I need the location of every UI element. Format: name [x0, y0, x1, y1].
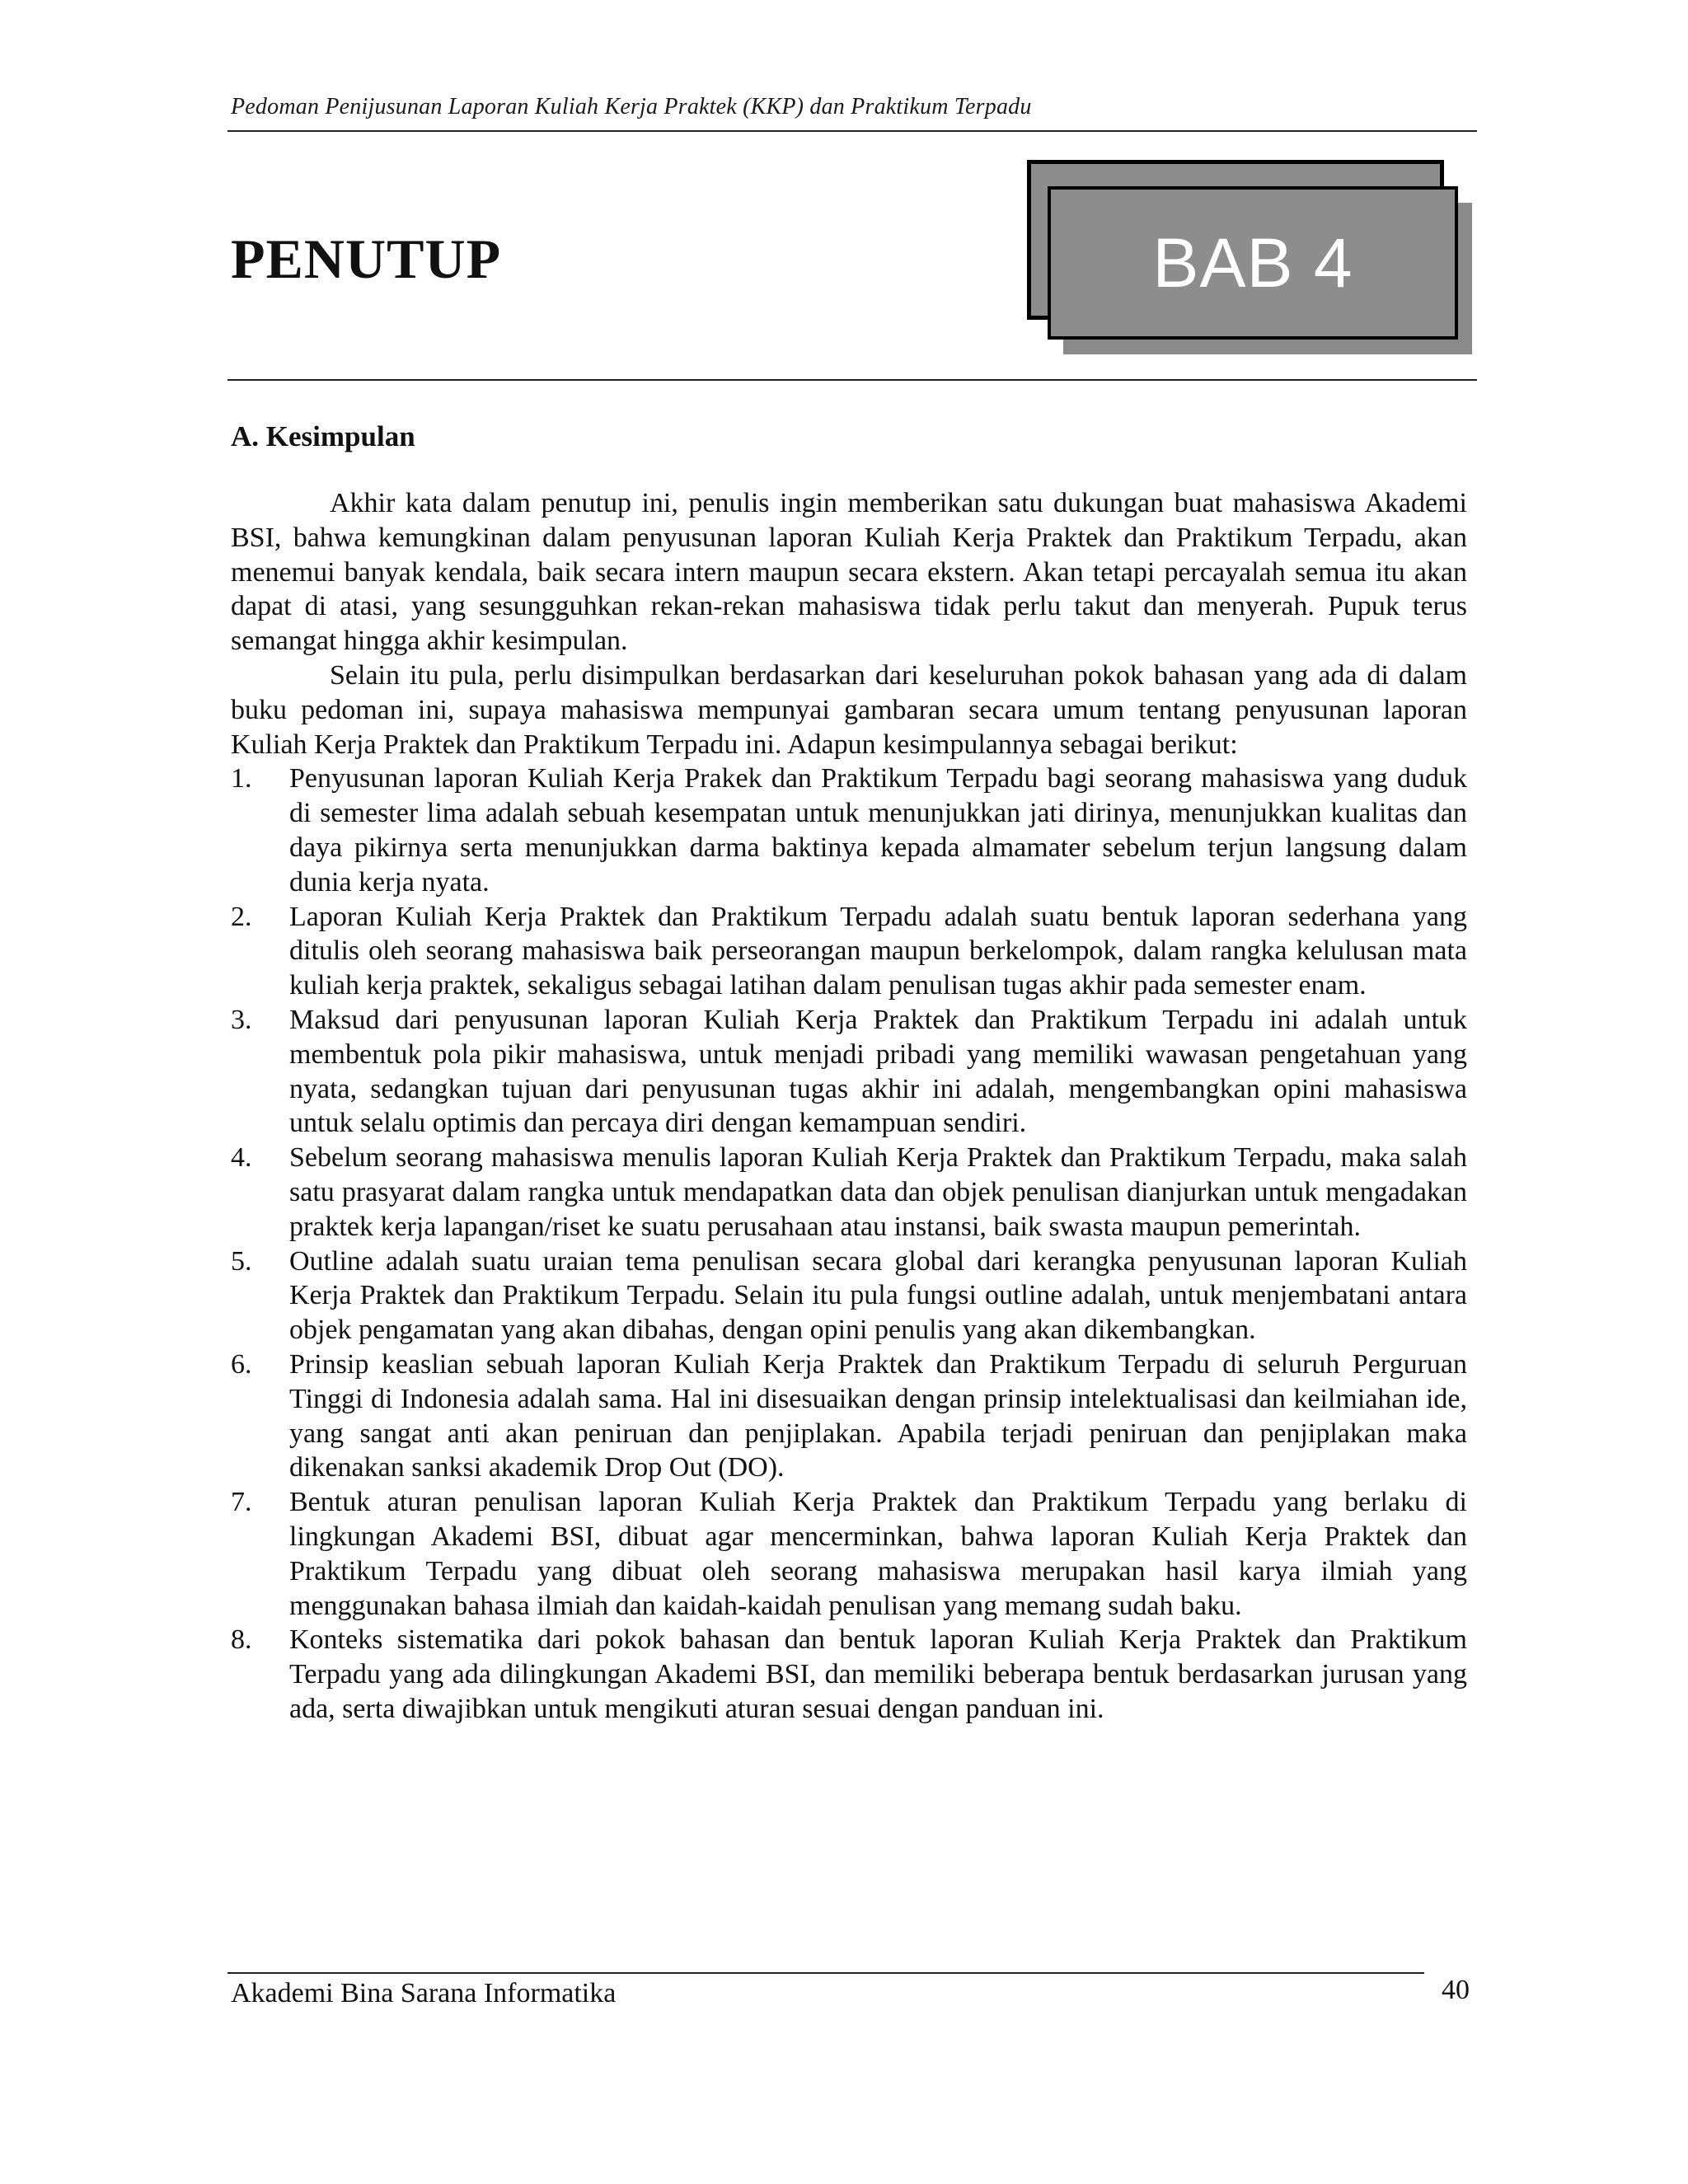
footer-rule — [227, 1972, 1424, 1974]
list-number: 1. — [231, 763, 252, 794]
list-item — [231, 1244, 1467, 1347]
list-item — [231, 1347, 1467, 1485]
list-number: 7. — [231, 1487, 252, 1518]
paragraph: Selain itu pula, perlu disimpulkan berdasarkan dari keseluruhan pokok bahasan yang ada di dalam buku pedoman ini, supaya mahasiswa mempunyai gambaran secara umum tentang penyusunan laporan Kuliah Kerja Praktek dan Praktikum Terpadu ini. Adapun kesimpulannya sebagai berikut: — [231, 659, 1467, 760]
section-heading: A. Kesimpulan — [231, 420, 415, 452]
list-text: Bentuk aturan penulisan laporan Kuliah Kerja Praktek dan Praktikum Terpadu yang berlaku di lingkungan Akademi BSI, dibuat agar mencerminkan, bahwa laporan Kuliah Kerja Praktek dan Praktikum Terpadu yang dibuat oleh seorang mahasiswa merupakan hasil karya ilmiah yang menggunakan bahasa ilmiah dan kaidah-kaidah penulisan yang memang sudah baku. — [289, 1487, 1467, 1621]
page-number: 40 — [1442, 1975, 1470, 2005]
list-item — [231, 762, 1467, 899]
list-number: 3. — [231, 1004, 252, 1035]
chapter-badge-label: BAB 4 — [1152, 223, 1353, 302]
list-number: 6. — [231, 1348, 252, 1380]
list-text: Maksud dari penyusunan laporan Kuliah Kerja Praktek dan Praktikum Terpadu ini adalah untuk membentuk pola pikir mahasiswa, untuk menjadi pribadi yang memiliki wawasan pengetahuan yang nyata, sedangkan tujuan dari penyusunan tugas akhir ini adalah, mengembangkan opini mahasiswa untuk selalu optimis dan percaya diri dengan kemampuan sendiri. — [289, 1004, 1467, 1139]
chapter-title: PENUTUP — [231, 227, 502, 290]
conclusion-list — [231, 762, 1467, 1726]
list-text: Konteks sistematika dari pokok bahasan dan bentuk laporan Kuliah Kerja Praktek dan Praktikum Terpadu yang ada dilingkungan Akademi BSI, dan memiliki beberapa bentuk berdasarkan jurusan yang ada, serta diwajibkan untuk mengikuti aturan sesuai dengan panduan ini. — [289, 1624, 1467, 1724]
list-text: Laporan Kuliah Kerja Praktek dan Praktikum Terpadu adalah suatu bentuk laporan sederhana yang ditulis oleh seorang mahasiswa baik perseorangan maupun berkelompok, dalam rangka kelulusan mata kuliah kerja praktek, sekaligus sebagai latihan dalam penulisan tugas akhir pada semester enam. — [289, 901, 1467, 1001]
list-item — [231, 1141, 1467, 1244]
list-number: 8. — [231, 1624, 252, 1656]
chapter-badge — [1048, 186, 1458, 340]
section-body — [231, 486, 1467, 1727]
list-number: 5. — [231, 1245, 252, 1277]
footer-institution: Akademi Bina Sarana Informatika — [231, 1978, 617, 2008]
header-rule — [227, 130, 1477, 132]
list-item — [231, 900, 1467, 1003]
list-number: 4. — [231, 1142, 252, 1174]
list-item — [231, 1003, 1467, 1141]
list-text: Prinsip keaslian sebuah laporan Kuliah Kerja Praktek dan Praktikum Terpadu di seluruh Perguruan Tinggi di Indonesia adalah sama. Hal ini disesuaikan dengan prinsip intelektualisasi dan keilmiahan ide, yang sangat anti akan peniruan dan penjiplakan. Apabila terjadi peniruan dan penjiplakan maka dikenakan sanksi akademik Drop Out (DO). — [289, 1348, 1467, 1483]
paragraph: Akhir kata dalam penutup ini, penulis ingin memberikan satu dukungan buat mahasiswa Akademi BSI, bahwa kemungkinan dalam penyusunan laporan Kuliah Kerja Praktek dan Praktikum Terpadu, akan menemui banyak kendala, baik secara intern maupun secara ekstern. Akan tetapi percayalah semua itu akan dapat di atasi, yang sesungguhkan rekan-rekan mahasiswa tidak perlu takut dan menyerah. Pupuk terus semangat hingga akhir kesimpulan. — [231, 488, 1467, 657]
list-number: 2. — [231, 901, 252, 932]
chapter-rule — [227, 379, 1477, 381]
list-text: Penyusunan laporan Kuliah Kerja Prakek dan Praktikum Terpadu bagi seorang mahasiswa yang duduk di semester lima adalah sebuah kesempatan untuk menunjukkan jati dirinya, menunjukkan kualitas dan daya pikirnya serta menunjukkan darma baktinya kepada almamater sebelum terjun langsung dalam dunia kerja nyata. — [289, 763, 1467, 898]
running-header: Pedoman Penijusunan Laporan Kuliah Kerja Praktek (KKP) dan Praktikum Terpadu — [231, 94, 1032, 120]
list-text: Outline adalah suatu uraian tema penulisan secara global dari kerangka penyusunan laporan Kuliah Kerja Praktek dan Praktikum Terpadu. Selain itu pula fungsi outline adalah, untuk menjembatani antara objek pengamatan yang akan dibahas, dengan opini penulis yang akan dikembangkan. — [289, 1245, 1467, 1346]
list-item — [231, 1485, 1467, 1623]
list-text: Sebelum seorang mahasiswa menulis laporan Kuliah Kerja Praktek dan Praktikum Terpadu, maka salah satu prasyarat dalam rangka untuk mendapatkan data dan objek penulisan dianjurkan untuk mengadakan praktek kerja lapangan/riset ke suatu perusahaan atau instansi, baik swasta maupun pemerintah. — [289, 1142, 1467, 1242]
list-item — [231, 1623, 1467, 1726]
